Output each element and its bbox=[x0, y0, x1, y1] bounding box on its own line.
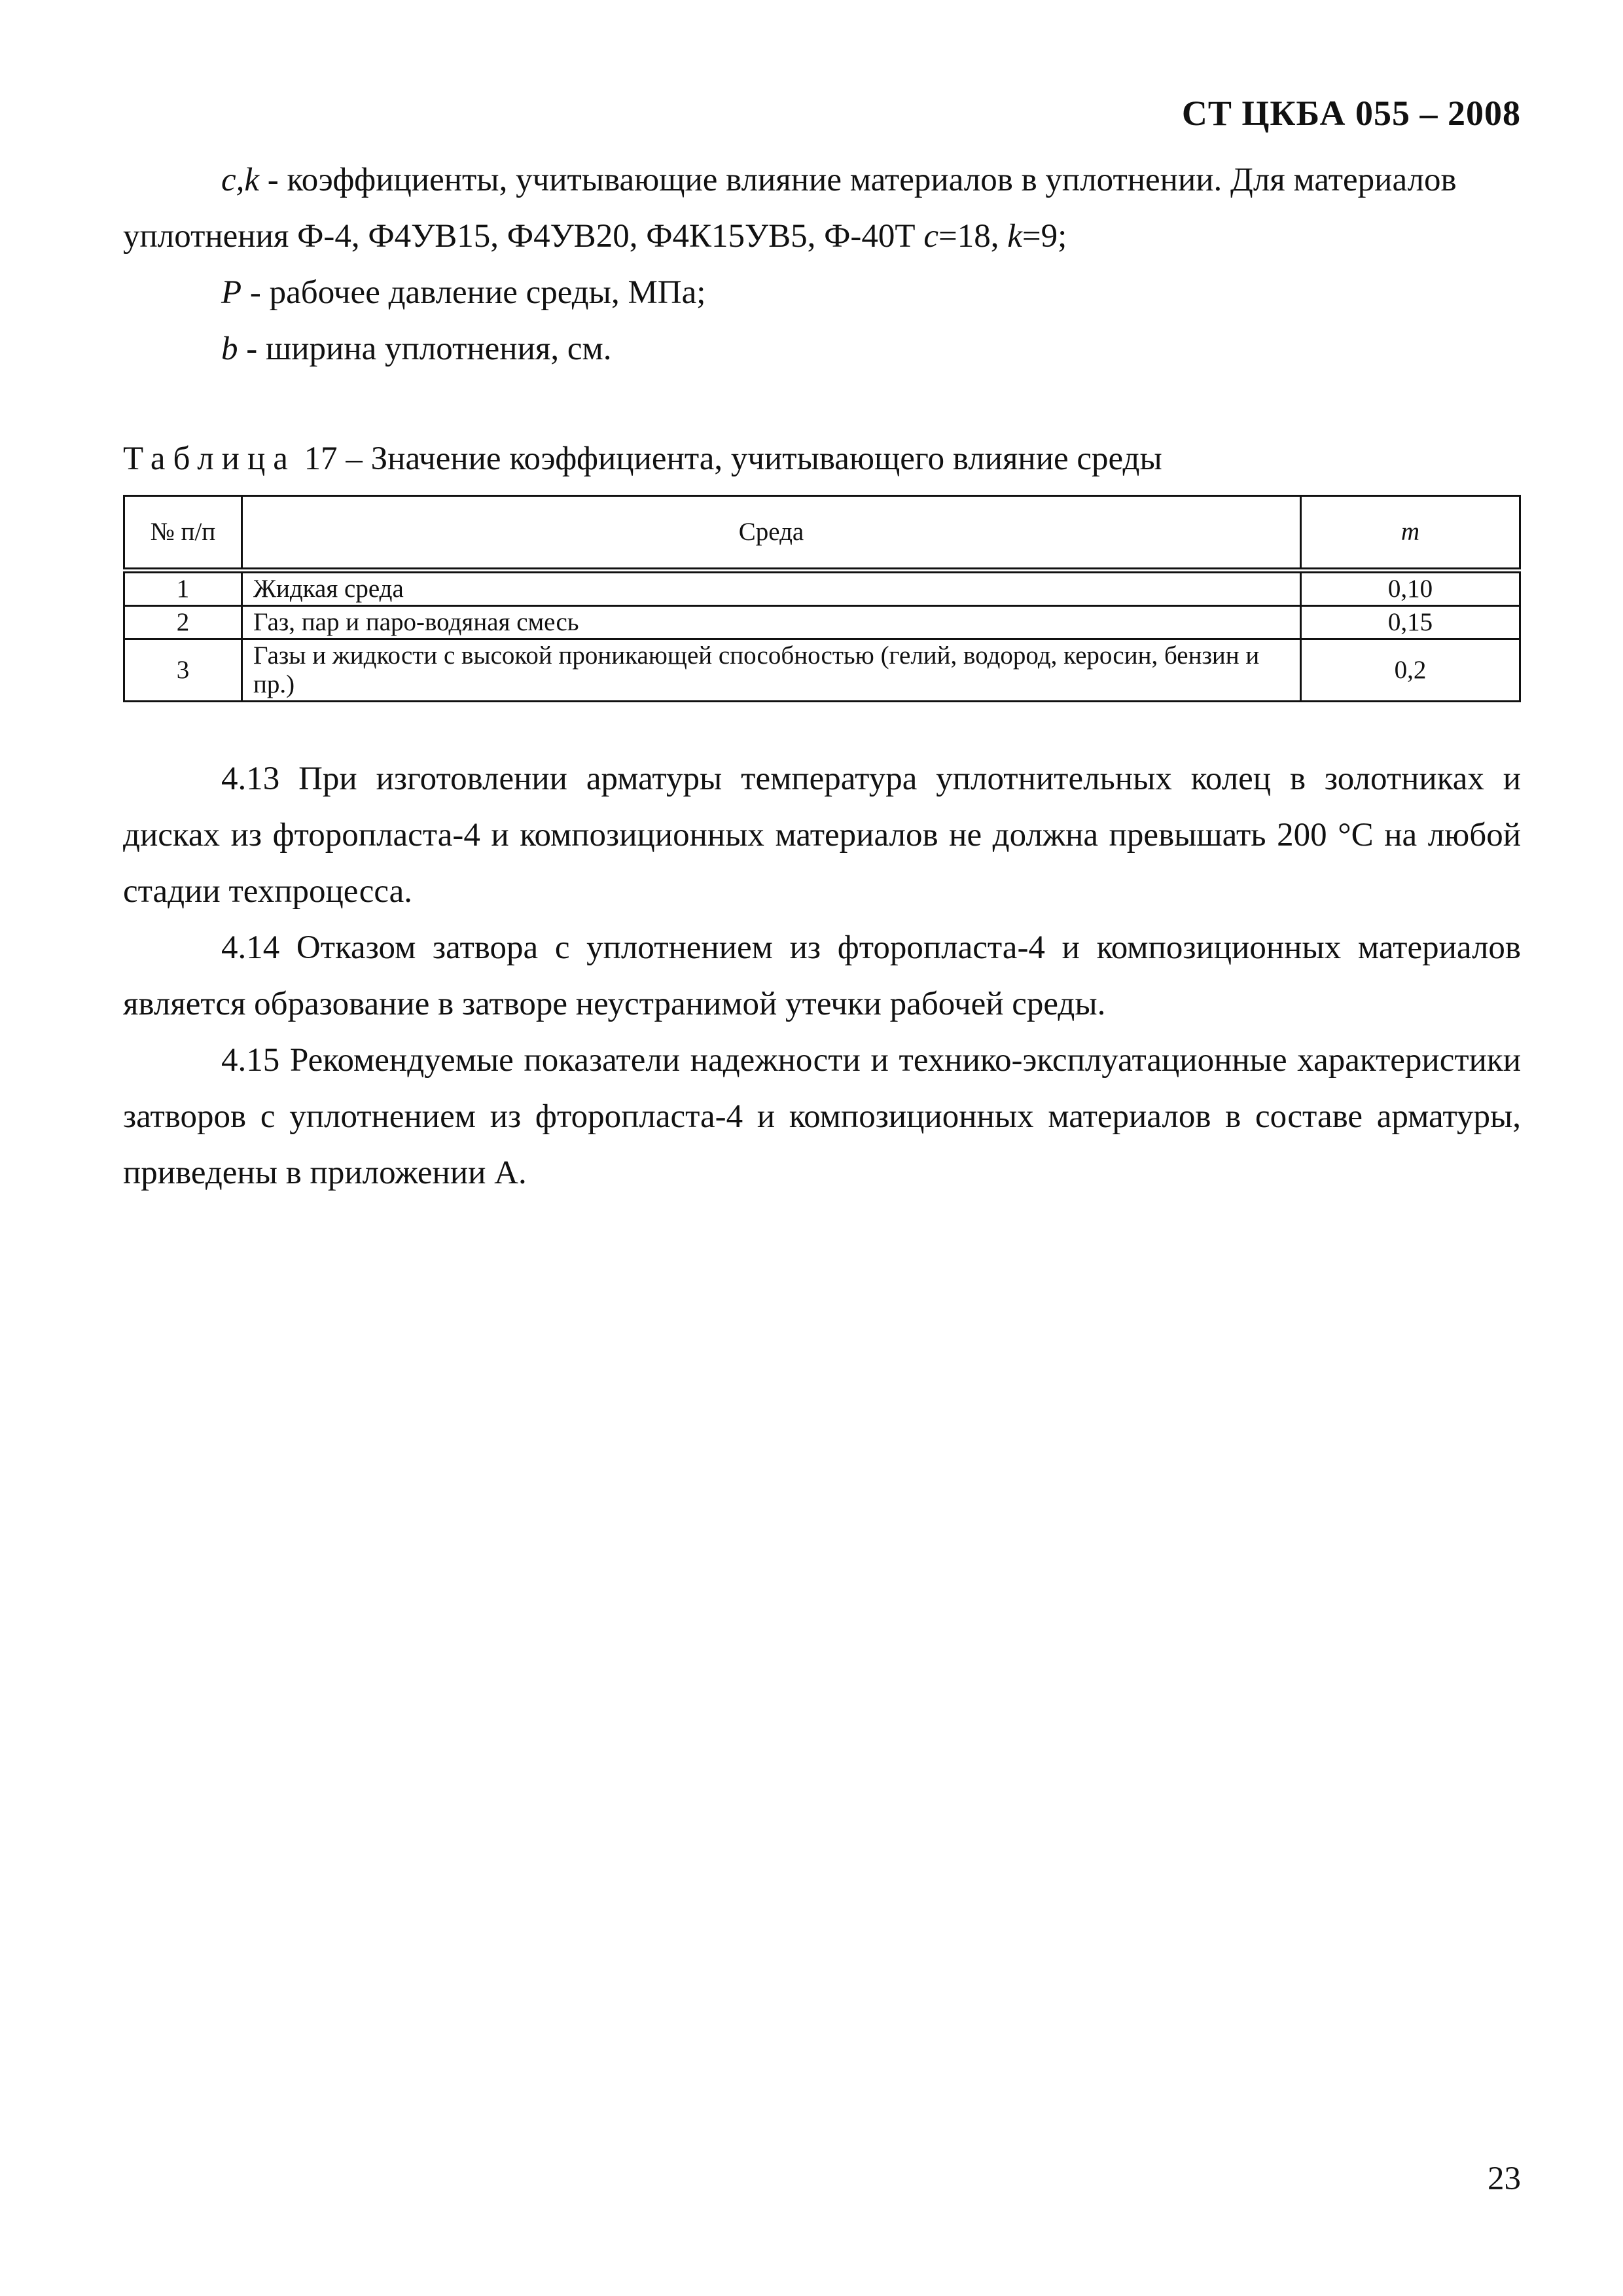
document-code-header: СТ ЦКБА 055 – 2008 bbox=[1181, 94, 1521, 133]
environment-coefficient-table bbox=[123, 495, 1521, 702]
cell-num: 3 bbox=[124, 639, 242, 702]
definition-ck-continued bbox=[123, 208, 1521, 264]
definition-p bbox=[123, 264, 1521, 321]
table-row bbox=[124, 571, 1520, 606]
value-k: =9; bbox=[1022, 218, 1067, 255]
definition-p-text: - рабочее давление среды, МПа; bbox=[241, 274, 706, 311]
definition-ck-text-line1: - коэффициенты, учитывающие влияние материалов в уплотнении. Для материалов bbox=[259, 162, 1457, 198]
table-header-row bbox=[124, 496, 1520, 571]
table-caption-number: 17 bbox=[295, 440, 338, 477]
symbol-c: c bbox=[923, 218, 938, 255]
cell-env: Газ, пар и паро-водяная смесь bbox=[242, 606, 1301, 639]
table-caption bbox=[123, 437, 1521, 480]
header-m: m bbox=[1301, 496, 1520, 571]
definition-ck bbox=[123, 152, 1521, 208]
cell-num: 2 bbox=[124, 606, 242, 639]
cell-m: 0,2 bbox=[1301, 639, 1520, 702]
definition-b-text: - ширина уплотнения, см. bbox=[238, 331, 612, 367]
cell-env: Газы и жидкости с высокой проникающей способностью (гелий, водород, керосин, бензин и пр.) bbox=[242, 639, 1301, 702]
header-env: Среда bbox=[242, 496, 1301, 571]
cell-m: 0,15 bbox=[1301, 606, 1520, 639]
table-row bbox=[124, 606, 1520, 639]
definition-ck-text-line2: уплотнения Ф-4, Ф4УВ15, Ф4УВ20, Ф4К15УВ5, Ф-40Т bbox=[123, 218, 924, 255]
paragraph-4-13: 4.13 При изготовлении арматуры температура уплотнительных колец в золотниках и дисках из фторопласта-4 и композиционных материалов не должна превышать 200 °С на любой стадии техпроцесса. bbox=[123, 761, 1521, 910]
symbol-p: P bbox=[221, 274, 242, 311]
cell-env: Жидкая среда bbox=[242, 571, 1301, 606]
symbol-b: b bbox=[221, 331, 238, 367]
symbol-ck: c,k bbox=[221, 162, 260, 198]
variable-definitions bbox=[123, 152, 1521, 377]
body-text bbox=[123, 751, 1521, 1201]
paragraph-4-15: 4.15 Рекомендуемые показатели надежности и технико-эксплуатационные характеристики затворов с уплотнением из фторопласта-4 и композиционных материалов в составе арматуры, приведены в приложении А. bbox=[123, 1042, 1521, 1191]
cell-m: 0,10 bbox=[1301, 571, 1520, 606]
table-row bbox=[124, 639, 1520, 702]
page-number: 23 bbox=[1488, 2161, 1521, 2197]
symbol-k: k bbox=[1007, 218, 1022, 255]
table-caption-text: – Значение коэффициента, учитывающего влияние среды bbox=[337, 440, 1162, 477]
header-num: № п/п bbox=[124, 496, 242, 571]
page-content bbox=[123, 152, 1521, 1201]
cell-num: 1 bbox=[124, 571, 242, 606]
table-caption-label: Таблица bbox=[123, 440, 296, 477]
value-c: =18, bbox=[938, 218, 1008, 255]
definition-b bbox=[123, 321, 1521, 377]
paragraph-4-14: 4.14 Отказом затвора с уплотнением из фторопласта-4 и композиционных материалов является образование в затворе неустранимой утечки рабочей среды. bbox=[123, 929, 1521, 1022]
